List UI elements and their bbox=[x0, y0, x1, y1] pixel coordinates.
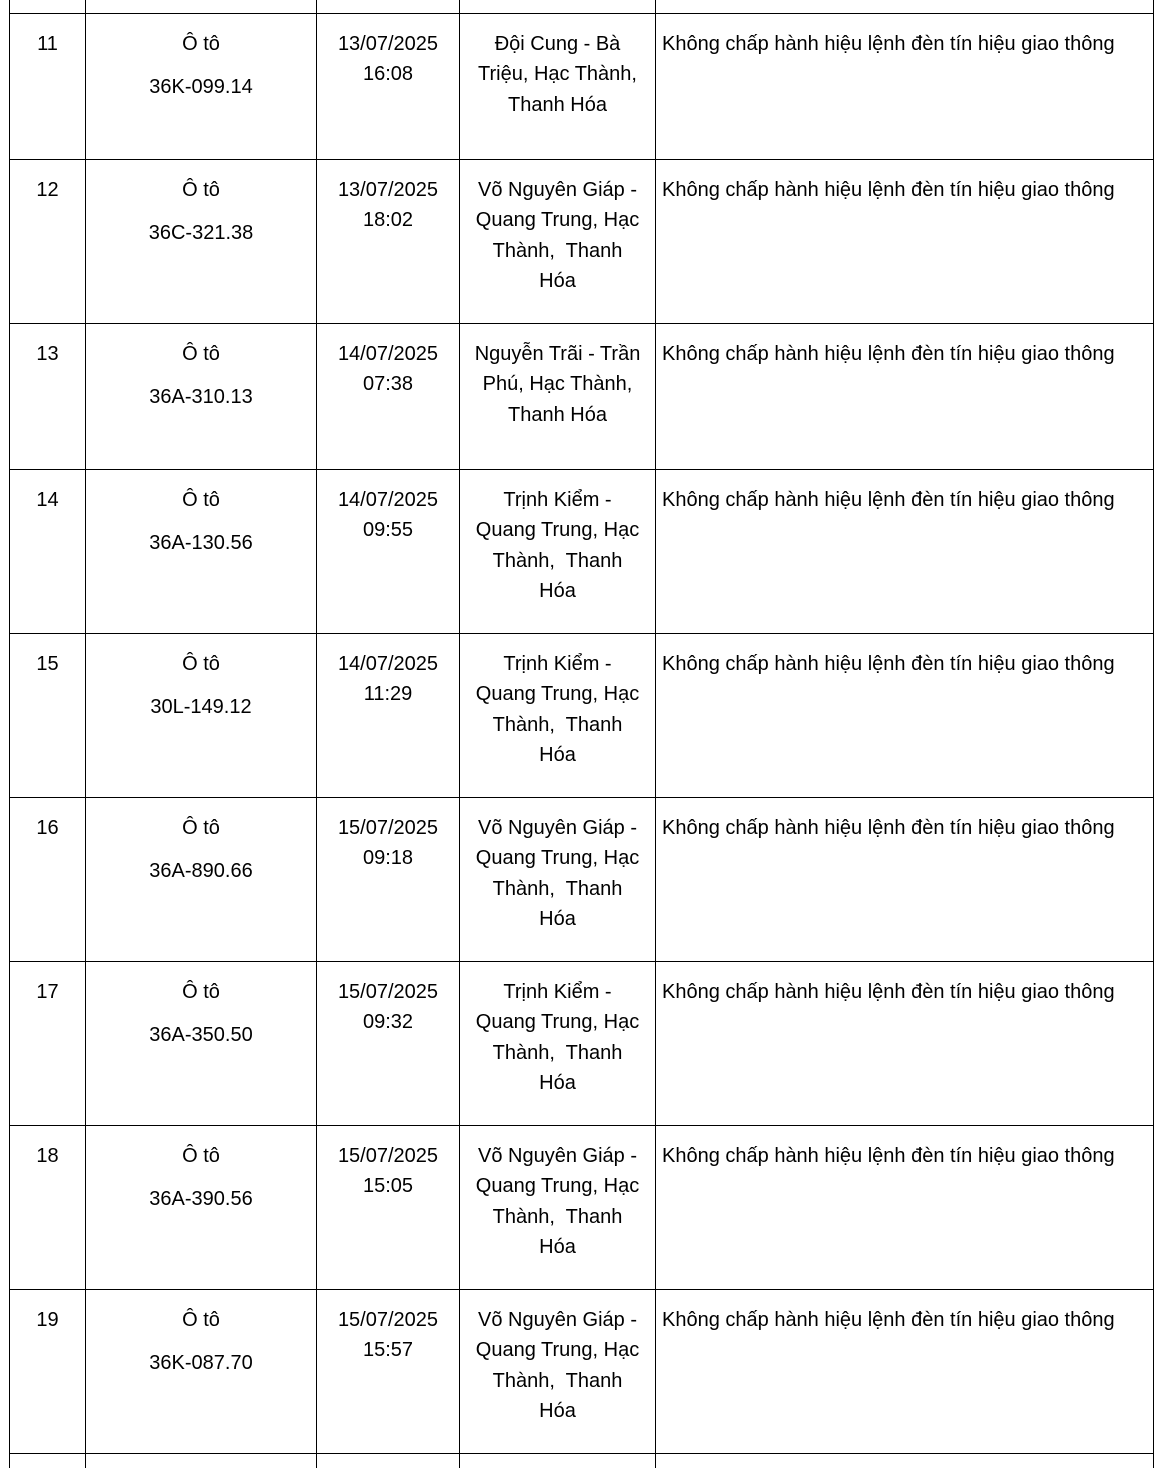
violation-date: 14/07/2025 bbox=[317, 485, 459, 515]
datetime-cell bbox=[317, 324, 460, 470]
row-number: 14 bbox=[36, 489, 58, 511]
table-row bbox=[10, 1126, 1154, 1290]
location-line: Võ Nguyên Giáp - bbox=[466, 1305, 649, 1335]
violations-table bbox=[9, 0, 1154, 1468]
violation-cell bbox=[656, 160, 1154, 324]
row-number: 18 bbox=[36, 1145, 58, 1167]
table-row bbox=[10, 962, 1154, 1126]
violation-date: 13/07/2025 bbox=[317, 175, 459, 205]
violation-date: 15/07/2025 bbox=[317, 1305, 459, 1335]
vehicle-type: Ô tô bbox=[86, 813, 316, 843]
row-number: 19 bbox=[36, 1309, 58, 1331]
violation-cell bbox=[656, 14, 1154, 160]
vehicle-type: Ô tô bbox=[86, 339, 316, 369]
violation-date: 14/07/2025 bbox=[317, 339, 459, 369]
datetime-cell bbox=[317, 1290, 460, 1454]
location-line: Võ Nguyên Giáp - bbox=[466, 813, 649, 843]
vehicle-cell bbox=[86, 634, 317, 798]
location-line: Quang Trung, Hạc bbox=[466, 1171, 649, 1201]
violation-description: Không chấp hành hiệu lệnh đèn tín hiệu giao thông bbox=[662, 1309, 1115, 1331]
violation-time: 09:32 bbox=[317, 1007, 459, 1037]
license-plate: 36A-350.50 bbox=[86, 1020, 316, 1050]
vehicle-cell bbox=[86, 798, 317, 962]
violation-time: 15:57 bbox=[317, 1335, 459, 1365]
location-cell bbox=[460, 962, 656, 1126]
location-line: Quang Trung, Hạc bbox=[466, 679, 649, 709]
location-line: Võ Nguyên Giáp - bbox=[466, 175, 649, 205]
table-row-continuation-top bbox=[10, 0, 1154, 14]
location-line: Quang Trung, Hạc bbox=[466, 1007, 649, 1037]
location-cell bbox=[460, 1126, 656, 1290]
datetime-cell bbox=[317, 160, 460, 324]
vehicle-type: Ô tô bbox=[86, 29, 316, 59]
license-plate: 36A-310.13 bbox=[86, 382, 316, 412]
table-row bbox=[10, 798, 1154, 962]
violation-cell bbox=[656, 470, 1154, 634]
table-row bbox=[10, 634, 1154, 798]
vehicle-cell bbox=[86, 324, 317, 470]
row-number-cell bbox=[10, 470, 86, 634]
datetime-cell bbox=[317, 798, 460, 962]
vehicle-cell bbox=[86, 1290, 317, 1454]
violation-time: 16:08 bbox=[317, 59, 459, 89]
row-number-cell bbox=[10, 324, 86, 470]
vehicle-type: Ô tô bbox=[86, 649, 316, 679]
vehicle-type: Ô tô bbox=[86, 1305, 316, 1335]
table-row bbox=[10, 160, 1154, 324]
violation-time: 18:02 bbox=[317, 205, 459, 235]
location-line: Hóa bbox=[466, 266, 649, 296]
location-line: Hóa bbox=[466, 1068, 649, 1098]
row-number: 17 bbox=[36, 981, 58, 1003]
location-line: Thanh Hóa bbox=[466, 400, 649, 430]
license-plate: 36C-321.38 bbox=[86, 218, 316, 248]
violation-date: 15/07/2025 bbox=[317, 977, 459, 1007]
violation-date: 13/07/2025 bbox=[317, 29, 459, 59]
location-line: Quang Trung, Hạc bbox=[466, 515, 649, 545]
violation-cell bbox=[656, 634, 1154, 798]
datetime-cell bbox=[317, 962, 460, 1126]
violation-time: 11:29 bbox=[317, 679, 459, 709]
location-line: Thành, Thanh bbox=[466, 874, 649, 904]
row-number-cell bbox=[10, 160, 86, 324]
violation-date: 15/07/2025 bbox=[317, 1141, 459, 1171]
location-line: Võ Nguyên Giáp - bbox=[466, 1141, 649, 1171]
vehicle-type: Ô tô bbox=[86, 1141, 316, 1171]
vehicle-cell bbox=[86, 470, 317, 634]
violation-date: 14/07/2025 bbox=[317, 649, 459, 679]
location-line: Thành, Thanh bbox=[466, 1202, 649, 1232]
location-line: Thành, Thanh bbox=[466, 1366, 649, 1396]
location-line: Thành, Thanh bbox=[466, 1038, 649, 1068]
location-line: Hóa bbox=[466, 740, 649, 770]
location-line: Nguyễn Trãi - Trần bbox=[466, 339, 649, 369]
row-number-cell bbox=[10, 634, 86, 798]
location-line: Trịnh Kiểm - bbox=[466, 649, 649, 679]
datetime-cell bbox=[317, 634, 460, 798]
location-cell bbox=[460, 324, 656, 470]
row-number: 16 bbox=[36, 817, 58, 839]
violation-description: Không chấp hành hiệu lệnh đèn tín hiệu giao thông bbox=[662, 1145, 1115, 1167]
license-plate: 36K-087.70 bbox=[86, 1348, 316, 1378]
violation-time: 09:55 bbox=[317, 515, 459, 545]
violation-description: Không chấp hành hiệu lệnh đèn tín hiệu giao thông bbox=[662, 981, 1115, 1003]
location-cell bbox=[460, 1290, 656, 1454]
table-row bbox=[10, 470, 1154, 634]
violation-description: Không chấp hành hiệu lệnh đèn tín hiệu giao thông bbox=[662, 653, 1115, 675]
violation-cell bbox=[656, 962, 1154, 1126]
location-line: Thành, Thanh bbox=[466, 236, 649, 266]
vehicle-type: Ô tô bbox=[86, 175, 316, 205]
license-plate: 36A-390.56 bbox=[86, 1184, 316, 1214]
location-line: Phú, Hạc Thành, bbox=[466, 369, 649, 399]
table-row-continuation-bottom bbox=[10, 1454, 1154, 1468]
violation-cell bbox=[656, 798, 1154, 962]
license-plate: 30L-149.12 bbox=[86, 692, 316, 722]
violation-cell bbox=[656, 1126, 1154, 1290]
violation-cell bbox=[656, 324, 1154, 470]
location-line: Đội Cung - Bà bbox=[466, 29, 649, 59]
vehicle-cell bbox=[86, 160, 317, 324]
row-number-cell bbox=[10, 798, 86, 962]
license-plate: 36A-890.66 bbox=[86, 856, 316, 886]
location-cell bbox=[460, 798, 656, 962]
location-line: Quang Trung, Hạc bbox=[466, 843, 649, 873]
location-cell bbox=[460, 634, 656, 798]
row-number-cell bbox=[10, 1126, 86, 1290]
violation-description: Không chấp hành hiệu lệnh đèn tín hiệu giao thông bbox=[662, 817, 1115, 839]
row-number-cell bbox=[10, 962, 86, 1126]
datetime-cell bbox=[317, 14, 460, 160]
table-row bbox=[10, 324, 1154, 470]
row-number: 13 bbox=[36, 343, 58, 365]
violation-description: Không chấp hành hiệu lệnh đèn tín hiệu giao thông bbox=[662, 489, 1115, 511]
violation-time: 15:05 bbox=[317, 1171, 459, 1201]
location-line: Hóa bbox=[466, 1232, 649, 1262]
location-line: Trịnh Kiểm - bbox=[466, 977, 649, 1007]
row-number-cell bbox=[10, 14, 86, 160]
location-cell bbox=[460, 470, 656, 634]
location-line: Hóa bbox=[466, 576, 649, 606]
table-row bbox=[10, 1290, 1154, 1454]
row-number: 15 bbox=[36, 653, 58, 675]
vehicle-cell bbox=[86, 14, 317, 160]
violation-time: 09:18 bbox=[317, 843, 459, 873]
datetime-cell bbox=[317, 1126, 460, 1290]
vehicle-cell bbox=[86, 962, 317, 1126]
violation-description: Không chấp hành hiệu lệnh đèn tín hiệu giao thông bbox=[662, 179, 1115, 201]
location-line: Quang Trung, Hạc bbox=[466, 205, 649, 235]
license-plate: 36A-130.56 bbox=[86, 528, 316, 558]
row-number: 12 bbox=[36, 179, 58, 201]
violation-cell bbox=[656, 1290, 1154, 1454]
location-line: Thành, Thanh bbox=[466, 546, 649, 576]
violation-description: Không chấp hành hiệu lệnh đèn tín hiệu giao thông bbox=[662, 343, 1115, 365]
location-line: Triệu, Hạc Thành, bbox=[466, 59, 649, 89]
location-line: Thanh Hóa bbox=[466, 90, 649, 120]
violation-time: 07:38 bbox=[317, 369, 459, 399]
location-cell bbox=[460, 14, 656, 160]
license-plate: 36K-099.14 bbox=[86, 72, 316, 102]
row-number: 11 bbox=[37, 33, 58, 55]
row-number-cell bbox=[10, 1290, 86, 1454]
vehicle-cell bbox=[86, 1126, 317, 1290]
table-row bbox=[10, 14, 1154, 160]
location-line: Quang Trung, Hạc bbox=[466, 1335, 649, 1365]
violation-date: 15/07/2025 bbox=[317, 813, 459, 843]
location-line: Hóa bbox=[466, 1396, 649, 1426]
vehicle-type: Ô tô bbox=[86, 977, 316, 1007]
location-cell bbox=[460, 160, 656, 324]
location-line: Trịnh Kiểm - bbox=[466, 485, 649, 515]
violation-description: Không chấp hành hiệu lệnh đèn tín hiệu giao thông bbox=[662, 33, 1115, 55]
location-line: Hóa bbox=[466, 904, 649, 934]
violations-table-body bbox=[10, 0, 1154, 1468]
location-line: Thành, Thanh bbox=[466, 710, 649, 740]
vehicle-type: Ô tô bbox=[86, 485, 316, 515]
datetime-cell bbox=[317, 470, 460, 634]
